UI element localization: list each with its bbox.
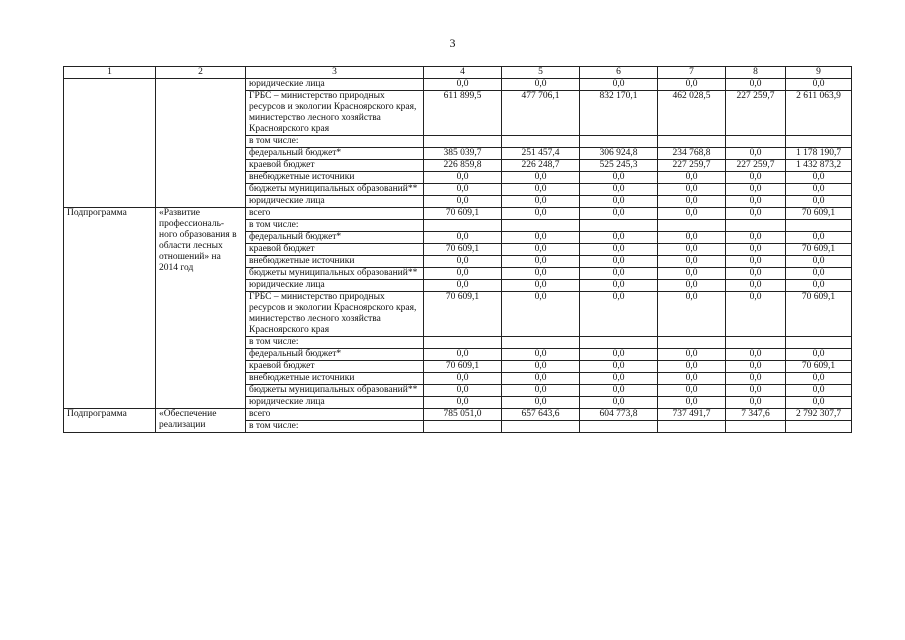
amount-cell: 0,0 (786, 256, 852, 268)
amount-cell: 462 028,5 (658, 91, 726, 136)
amount-cell: 0,0 (786, 232, 852, 244)
amount-cell: 0,0 (580, 361, 658, 373)
amount-cell: 0,0 (658, 172, 726, 184)
amount-cell: 385 039,7 (424, 148, 502, 160)
funding-source-label: федеральный бюджет* (246, 148, 424, 160)
amount-cell: 70 609,1 (424, 208, 502, 220)
amount-cell: 0,0 (658, 292, 726, 337)
amount-cell: 0,0 (502, 232, 580, 244)
amount-cell: 525 245,3 (580, 160, 658, 172)
amount-cell: 0,0 (658, 208, 726, 220)
amount-cell (424, 421, 502, 433)
amount-cell (786, 337, 852, 349)
amount-cell: 0,0 (726, 349, 786, 361)
table-row (64, 409, 852, 421)
amount-cell: 0,0 (580, 232, 658, 244)
amount-cell: 0,0 (786, 373, 852, 385)
amount-cell: 0,0 (658, 280, 726, 292)
column-header: 7 (658, 67, 726, 79)
funding-source-label: бюджеты муниципальных образований** (246, 268, 424, 280)
header-row (64, 67, 852, 79)
amount-cell: 0,0 (726, 244, 786, 256)
amount-cell: 0,0 (424, 232, 502, 244)
amount-cell: 0,0 (658, 184, 726, 196)
amount-cell: 0,0 (658, 268, 726, 280)
amount-cell: 0,0 (786, 79, 852, 91)
amount-cell (658, 421, 726, 433)
amount-cell: 0,0 (726, 361, 786, 373)
column-header: 6 (580, 67, 658, 79)
amount-cell: 0,0 (726, 184, 786, 196)
amount-cell: 306 924,8 (580, 148, 658, 160)
amount-cell: 0,0 (786, 196, 852, 208)
amount-cell: 226 859,8 (424, 160, 502, 172)
amount-cell: 604 773,8 (580, 409, 658, 421)
amount-cell (424, 136, 502, 148)
amount-cell (580, 337, 658, 349)
budget-table (63, 66, 852, 433)
amount-cell: 0,0 (424, 196, 502, 208)
amount-cell (658, 220, 726, 232)
amount-cell: 0,0 (658, 79, 726, 91)
amount-cell: 227 259,7 (658, 160, 726, 172)
amount-cell: 0,0 (658, 256, 726, 268)
amount-cell: 0,0 (726, 196, 786, 208)
amount-cell: 227 259,7 (726, 160, 786, 172)
amount-cell: 70 609,1 (786, 244, 852, 256)
amount-cell: 0,0 (502, 172, 580, 184)
amount-cell: 0,0 (726, 79, 786, 91)
amount-cell (580, 421, 658, 433)
amount-cell: 0,0 (502, 292, 580, 337)
funding-source-label: в том числе: (246, 337, 424, 349)
amount-cell: 0,0 (502, 385, 580, 397)
program-name-cell: «Обеспечение реализации (156, 409, 246, 433)
amount-cell: 0,0 (424, 373, 502, 385)
amount-cell: 0,0 (424, 268, 502, 280)
amount-cell: 0,0 (580, 280, 658, 292)
amount-cell: 0,0 (786, 172, 852, 184)
amount-cell: 832 170,1 (580, 91, 658, 136)
amount-cell (502, 337, 580, 349)
amount-cell: 0,0 (786, 349, 852, 361)
amount-cell: 0,0 (424, 79, 502, 91)
column-header: 9 (786, 67, 852, 79)
table-row (64, 208, 852, 220)
funding-source-label: в том числе: (246, 136, 424, 148)
amount-cell: 737 491,7 (658, 409, 726, 421)
amount-cell: 0,0 (658, 232, 726, 244)
funding-source-label: внебюджетные источники (246, 373, 424, 385)
amount-cell: 0,0 (726, 292, 786, 337)
amount-cell: 0,0 (786, 280, 852, 292)
column-header: 8 (726, 67, 786, 79)
amount-cell (580, 220, 658, 232)
amount-cell: 0,0 (658, 385, 726, 397)
amount-cell: 0,0 (726, 172, 786, 184)
funding-source-label: краевой бюджет (246, 361, 424, 373)
amount-cell: 0,0 (726, 148, 786, 160)
column-header: 3 (246, 67, 424, 79)
amount-cell: 0,0 (580, 208, 658, 220)
amount-cell (786, 136, 852, 148)
amount-cell: 0,0 (726, 385, 786, 397)
funding-source-label: краевой бюджет (246, 160, 424, 172)
amount-cell: 0,0 (786, 184, 852, 196)
amount-cell: 0,0 (580, 256, 658, 268)
amount-cell: 2 611 063,9 (786, 91, 852, 136)
funding-source-label: ГРБС – министерство природных ресурсов и экологии Красноярского края, министерство лесного хозяйства Красноярского края (246, 292, 424, 337)
funding-source-label: юридические лица (246, 79, 424, 91)
amount-cell: 0,0 (502, 373, 580, 385)
amount-cell: 0,0 (726, 268, 786, 280)
column-header: 2 (156, 67, 246, 79)
amount-cell: 0,0 (580, 292, 658, 337)
funding-source-label: федеральный бюджет* (246, 349, 424, 361)
program-type-cell (64, 79, 156, 208)
amount-cell: 0,0 (502, 244, 580, 256)
column-header: 4 (424, 67, 502, 79)
amount-cell: 0,0 (726, 208, 786, 220)
amount-cell (502, 136, 580, 148)
funding-source-label: всего (246, 409, 424, 421)
amount-cell: 0,0 (580, 349, 658, 361)
table-body (64, 67, 852, 433)
amount-cell: 0,0 (726, 232, 786, 244)
amount-cell (502, 421, 580, 433)
amount-cell (786, 421, 852, 433)
funding-source-label: бюджеты муниципальных образований** (246, 184, 424, 196)
amount-cell: 0,0 (580, 373, 658, 385)
amount-cell: 70 609,1 (424, 361, 502, 373)
funding-source-label: ГРБС – министерство природных ресурсов и экологии Красноярского края, министерство лесного хозяйства Красноярского края (246, 91, 424, 136)
amount-cell: 0,0 (502, 208, 580, 220)
amount-cell: 70 609,1 (424, 244, 502, 256)
amount-cell: 0,0 (580, 244, 658, 256)
amount-cell (580, 136, 658, 148)
amount-cell: 0,0 (424, 280, 502, 292)
amount-cell: 0,0 (502, 280, 580, 292)
amount-cell (424, 337, 502, 349)
amount-cell: 0,0 (658, 373, 726, 385)
amount-cell: 0,0 (502, 184, 580, 196)
amount-cell (786, 220, 852, 232)
amount-cell: 0,0 (786, 385, 852, 397)
amount-cell: 0,0 (424, 256, 502, 268)
amount-cell: 0,0 (786, 397, 852, 409)
amount-cell: 251 457,4 (502, 148, 580, 160)
amount-cell: 0,0 (580, 79, 658, 91)
amount-cell: 0,0 (726, 373, 786, 385)
amount-cell: 70 609,1 (786, 361, 852, 373)
amount-cell: 70 609,1 (786, 208, 852, 220)
amount-cell: 0,0 (502, 349, 580, 361)
amount-cell: 0,0 (502, 256, 580, 268)
funding-source-label: юридические лица (246, 280, 424, 292)
column-header: 5 (502, 67, 580, 79)
amount-cell (658, 136, 726, 148)
amount-cell: 0,0 (580, 196, 658, 208)
amount-cell: 0,0 (502, 79, 580, 91)
amount-cell: 70 609,1 (424, 292, 502, 337)
amount-cell (726, 220, 786, 232)
amount-cell: 0,0 (502, 196, 580, 208)
amount-cell: 0,0 (580, 172, 658, 184)
funding-source-label: в том числе: (246, 220, 424, 232)
amount-cell: 0,0 (580, 385, 658, 397)
funding-source-label: внебюджетные источники (246, 256, 424, 268)
amount-cell: 0,0 (424, 349, 502, 361)
amount-cell: 0,0 (424, 184, 502, 196)
amount-cell (424, 220, 502, 232)
funding-source-label: в том числе: (246, 421, 424, 433)
program-name-cell (156, 79, 246, 208)
amount-cell: 226 248,7 (502, 160, 580, 172)
amount-cell: 611 899,5 (424, 91, 502, 136)
amount-cell: 0,0 (424, 172, 502, 184)
funding-source-label: краевой бюджет (246, 244, 424, 256)
program-name-cell: «Развитие профессиональ-ного образования в области лесных отношений» на 2014 год (156, 208, 246, 409)
amount-cell: 0,0 (424, 385, 502, 397)
amount-cell: 7 347,6 (726, 409, 786, 421)
amount-cell: 2 792 307,7 (786, 409, 852, 421)
program-type-cell: Подпрограмма (64, 409, 156, 433)
column-header: 1 (64, 67, 156, 79)
amount-cell: 0,0 (502, 268, 580, 280)
amount-cell: 0,0 (786, 268, 852, 280)
amount-cell: 0,0 (658, 244, 726, 256)
amount-cell: 227 259,7 (726, 91, 786, 136)
amount-cell: 234 768,8 (658, 148, 726, 160)
amount-cell: 785 051,0 (424, 409, 502, 421)
amount-cell: 0,0 (726, 256, 786, 268)
funding-source-label: федеральный бюджет* (246, 232, 424, 244)
amount-cell: 657 643,6 (502, 409, 580, 421)
amount-cell: 477 706,1 (502, 91, 580, 136)
amount-cell (658, 337, 726, 349)
program-type-cell: Подпрограмма (64, 208, 156, 409)
table-row (64, 79, 852, 91)
funding-source-label: бюджеты муниципальных образований** (246, 385, 424, 397)
funding-source-label: юридические лица (246, 397, 424, 409)
amount-cell: 0,0 (502, 397, 580, 409)
amount-cell: 1 178 190,7 (786, 148, 852, 160)
amount-cell: 0,0 (502, 361, 580, 373)
amount-cell: 0,0 (580, 184, 658, 196)
amount-cell: 0,0 (580, 397, 658, 409)
amount-cell: 0,0 (658, 196, 726, 208)
amount-cell (726, 421, 786, 433)
amount-cell: 70 609,1 (786, 292, 852, 337)
funding-source-label: внебюджетные источники (246, 172, 424, 184)
funding-source-label: юридические лица (246, 196, 424, 208)
amount-cell: 0,0 (658, 361, 726, 373)
amount-cell: 0,0 (726, 280, 786, 292)
page-number: 3 (449, 36, 456, 50)
amount-cell: 0,0 (424, 397, 502, 409)
amount-cell (502, 220, 580, 232)
amount-cell (726, 136, 786, 148)
amount-cell: 1 432 873,2 (786, 160, 852, 172)
amount-cell: 0,0 (726, 397, 786, 409)
amount-cell (726, 337, 786, 349)
amount-cell: 0,0 (658, 349, 726, 361)
funding-source-label: всего (246, 208, 424, 220)
amount-cell: 0,0 (658, 397, 726, 409)
amount-cell: 0,0 (580, 268, 658, 280)
